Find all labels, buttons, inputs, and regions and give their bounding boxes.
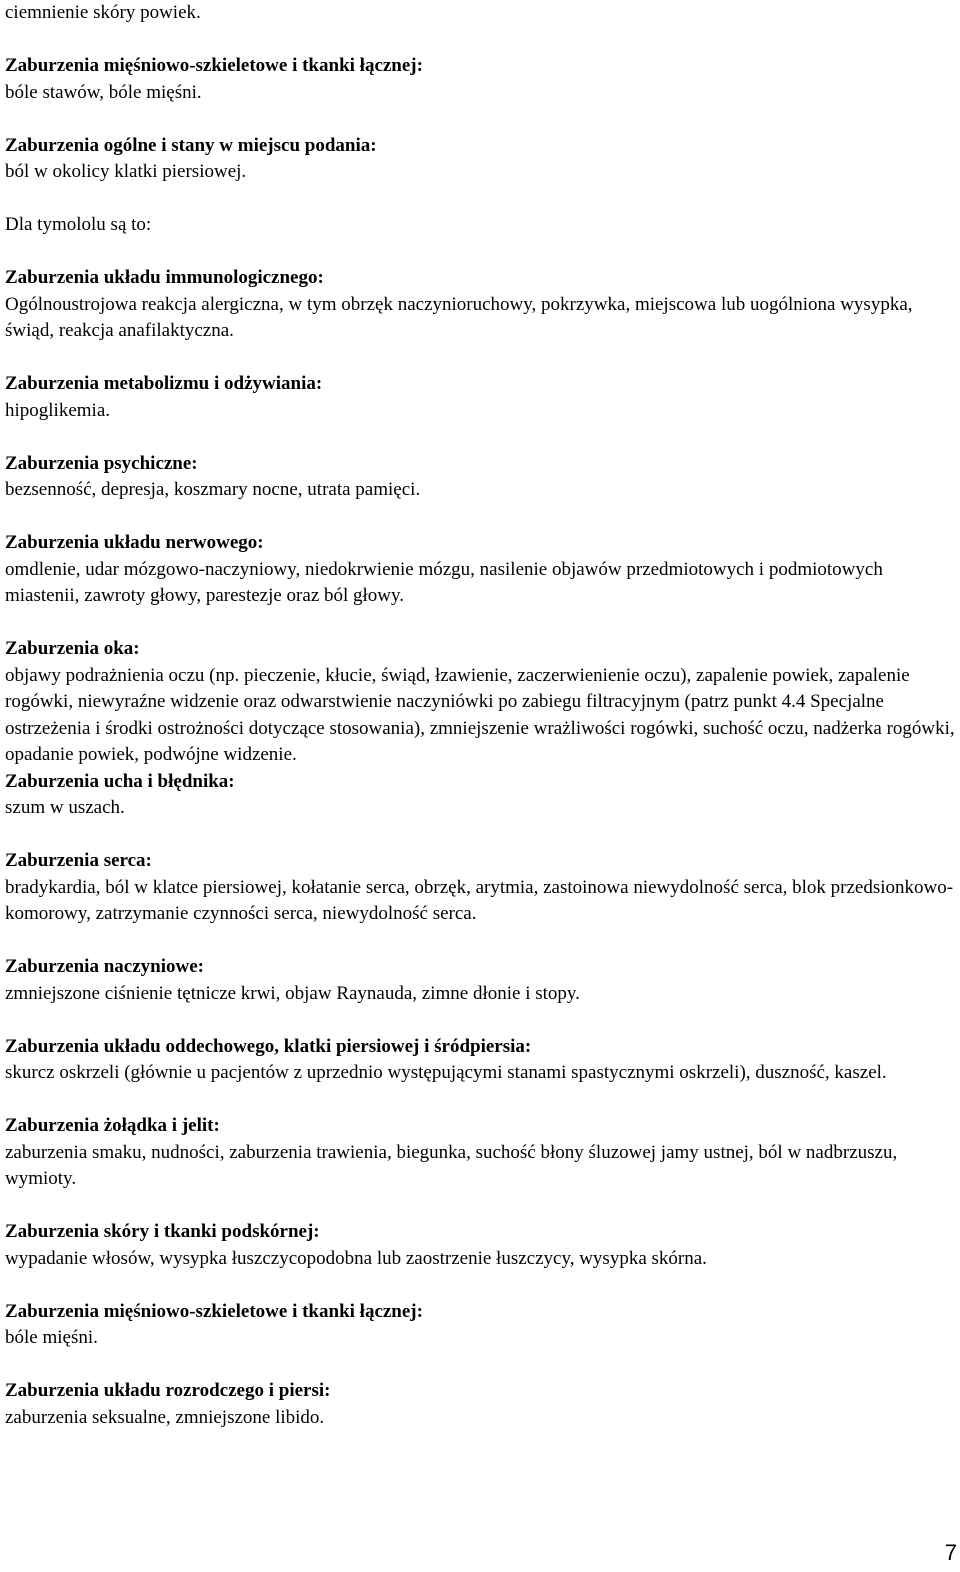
section-text: bóle mięśni. <box>5 1327 98 1348</box>
section-text: zaburzenia seksualne, zmniejszone libido. <box>5 1406 325 1428</box>
section-text: zaburzenia smaku, nudności, zaburzenia trawienia, biegunka, suchość błony śluzowej jamy ustnej, ból w nadbrzuszu, wymioty. <box>5 1141 898 1189</box>
section-general-disorders <box>5 133 955 186</box>
section-psychiatric <box>5 451 955 504</box>
section-musculoskeletal-2 <box>5 1299 955 1352</box>
section-ear <box>5 769 955 822</box>
section-respiratory <box>5 1034 955 1087</box>
section-heading: Zaburzenia psychiczne: <box>5 452 198 474</box>
section-heading: Zaburzenia żołądka i jelit: <box>5 1115 220 1136</box>
section-text: omdlenie, udar mózgowo-naczyniowy, niedokrwienie mózgu, nasilenie objawów przedmiotowych i podmiotowych miastenii, zawroty głowy, parestezje oraz ból głowy. <box>5 558 883 606</box>
section-gastrointestinal <box>5 1113 955 1193</box>
section-eye <box>5 636 955 769</box>
section-text: bóle stawów, bóle mięśni. <box>5 81 202 103</box>
section-vascular <box>5 954 955 1007</box>
intro-line: ciemnienie skóry powiek. <box>5 2 201 23</box>
section-metabolism <box>5 371 955 424</box>
document-body <box>5 0 955 1431</box>
section-heading: Zaburzenia naczyniowe: <box>5 956 204 977</box>
section-cardiac <box>5 848 955 928</box>
section-heading: Zaburzenia układu nerwowego: <box>5 532 264 553</box>
section-text: wypadanie włosów, wysypka łuszczycopodobna lub zaostrzenie łuszczycy, wysypka skórna. <box>5 1247 707 1269</box>
section-musculoskeletal-1 <box>5 53 955 106</box>
section-text: skurcz oskrzeli (głównie u pacjentów z uprzednio występującymi stanami spastycznymi oskrzeli), duszność, kaszel. <box>5 1062 887 1083</box>
section-skin <box>5 1219 955 1272</box>
section-heading: Zaburzenia ogólne i stany w miejscu podania: <box>5 134 377 156</box>
section-nervous <box>5 530 955 610</box>
section-text: zmniejszone ciśnienie tętnicze krwi, objaw Raynauda, zimne dłonie i stopy. <box>5 982 580 1004</box>
section-text: bradykardia, ból w klatce piersiowej, kołatanie serca, obrzęk, arytmia, zastoinowa niewydolność serca, blok przedsionkowo-komorowy, zatrzymanie czynności serca, niewydolność serca. <box>5 876 954 924</box>
section-reproductive <box>5 1378 955 1431</box>
section-immune <box>5 265 955 345</box>
section-heading: Zaburzenia skóry i tkanki podskórnej: <box>5 1221 320 1242</box>
section-text: ból w okolicy klatki piersiowej. <box>5 161 247 182</box>
section-heading: Zaburzenia mięśniowo-szkieletowe i tkanki łącznej: <box>5 1300 423 1322</box>
section-heading: Zaburzenia układu rozrodczego i piersi: <box>5 1380 331 1401</box>
section-heading: Zaburzenia mięśniowo-szkieletowe i tkanki łącznej: <box>5 55 423 76</box>
section-text: szum w uszach. <box>5 797 125 818</box>
section-text: hipoglikemia. <box>5 399 111 421</box>
section-heading: Zaburzenia układu oddechowego, klatki piersiowej i śródpiersia: <box>5 1035 532 1057</box>
section-text: Ogólnoustrojowa reakcja alergiczna, w tym obrzęk naczynioruchowy, pokrzywka, miejscowa lub uogólniona wysypka, świąd, reakcja anafilaktyczna. <box>5 293 913 341</box>
section-heading: Zaburzenia układu immunologicznego: <box>5 267 324 288</box>
section-heading: Zaburzenia ucha i błędnika: <box>5 770 235 792</box>
section-heading: Zaburzenia metabolizmu i odżywiania: <box>5 373 323 394</box>
page-number: 7 <box>944 1540 957 1565</box>
section-heading: Zaburzenia oka: <box>5 638 140 659</box>
section-heading: Zaburzenia serca: <box>5 850 152 871</box>
section-text: objawy podrażnienia oczu (np. pieczenie, kłucie, świąd, łzawienie, zaczerwienienie oczu), zapalenie powiek, zapalenie rogówki, niewyraźne widzenie oraz odwarstwienie naczyniówki po zabiegu filtracyjnym (patrz punkt 4.4 Specjalne ostrzeżenia i środki ostrożności dotyczące stosowania), zmniejszenie wrażliwości rogówki, suchość oczu, nadżerka rogówki, opadanie powiek, podwójne widzenie. <box>5 664 955 765</box>
section-text: bezsenność, depresja, koszmary nocne, utrata pamięci. <box>5 479 421 500</box>
timolol-intro: Dla tymololu są to: <box>5 214 152 235</box>
